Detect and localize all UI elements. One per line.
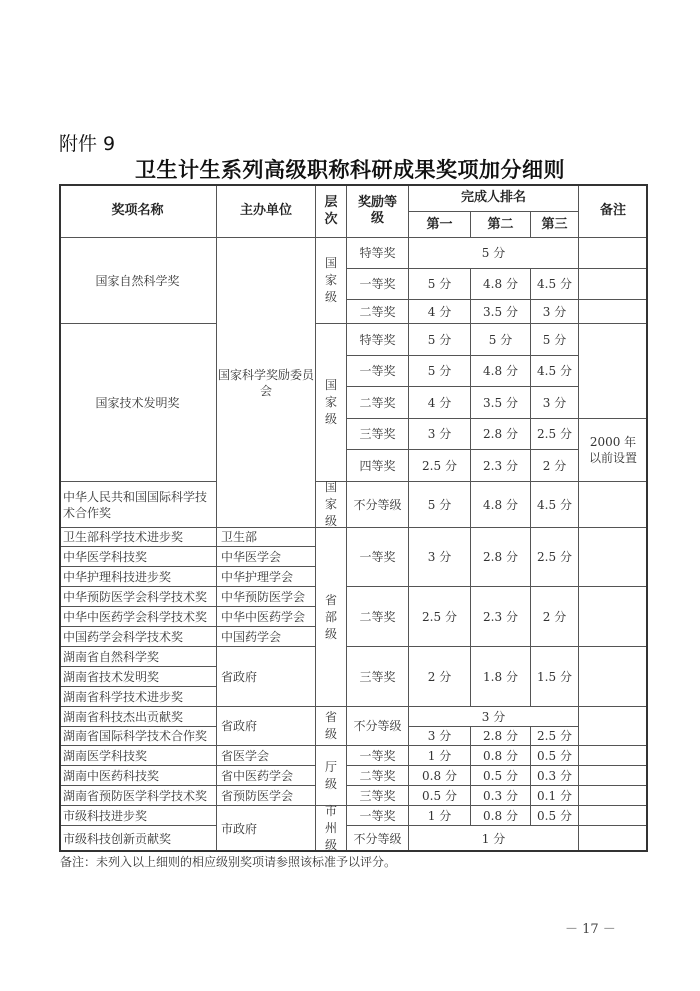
header-remarks: 备注 [579, 184, 648, 238]
table-cell: 中华人民共和国国际科学技术合作奖 [59, 482, 217, 528]
table-cell: 0.3 分 [531, 766, 579, 786]
table-cell: 四等奖 [347, 450, 409, 482]
table-cell: 1 分 [409, 746, 471, 766]
table-cell: 特等奖 [347, 324, 409, 356]
table-cell: 2.5 分 [531, 727, 579, 746]
table-cell [579, 746, 648, 766]
table-cell: 三等奖 [347, 419, 409, 450]
table-cell: 一等奖 [347, 528, 409, 587]
header-ranking: 完成人排名 [409, 184, 579, 212]
table-cell: 2.5 分 [531, 528, 579, 587]
table-cell [579, 238, 648, 269]
header-grade [347, 184, 409, 238]
table-cell: 湖南中医药科技奖 [59, 766, 217, 786]
table-cell: 三等奖 [347, 786, 409, 806]
table-cell: 国家自然科学奖 [59, 238, 217, 324]
table-cell: 4.8 分 [471, 269, 531, 300]
table-cell [579, 419, 648, 482]
page-number: － 17 － [565, 922, 616, 937]
table-cell: 二等奖 [347, 300, 409, 324]
header-level-text: 层次 [324, 194, 338, 227]
table-cell: 3.5 分 [471, 300, 531, 324]
header-second: 第二 [471, 212, 531, 238]
header-third: 第三 [531, 212, 579, 238]
table-cell: 中华护理科技进步奖 [59, 567, 217, 587]
table-cell [579, 647, 648, 707]
level-text: 国家级 [324, 480, 337, 528]
table-cell: 4.8 分 [471, 356, 531, 387]
table-cell: 2.8 分 [471, 528, 531, 587]
table-cell [316, 324, 347, 482]
attachment-label: 附件 9 [59, 133, 116, 155]
table-cell: 中国药学会 [217, 627, 316, 647]
table-cell [579, 587, 648, 647]
table-cell [316, 746, 347, 806]
table-cell: 中华预防医学会 [217, 587, 316, 607]
table-cell [579, 528, 648, 587]
table-cell: 市级科技创新贡献奖 [59, 826, 217, 852]
document-title: 卫生计生系列高级职称科研成果奖项加分细则 [135, 157, 565, 182]
table-cell: 4.5 分 [531, 482, 579, 528]
table-cell: 2 分 [531, 450, 579, 482]
table-cell [316, 528, 347, 707]
table-cell: 中华医学科技奖 [59, 547, 217, 567]
table-cell [579, 482, 648, 528]
level-text: 市州级 [324, 804, 337, 852]
table-cell: 湖南省自然科学奖 [59, 647, 217, 667]
table-cell: 湖南省预防医学科学技术奖 [59, 786, 217, 806]
table-cell: 3 分 [531, 387, 579, 419]
table-cell: 2 分 [409, 647, 471, 707]
table-cell: 国家科学奖励委员会 [217, 238, 316, 528]
table-cell: 中华中医药学会科学技术奖 [59, 607, 217, 627]
table-cell: 三等奖 [347, 647, 409, 707]
table-cell: 3 分 [409, 727, 471, 746]
table-cell: 中华中医药学会 [217, 607, 316, 627]
table-cell [579, 324, 648, 419]
table-cell: 卫生部 [217, 528, 316, 547]
table-cell: 2.5 分 [531, 419, 579, 450]
table-cell: 4.5 分 [531, 356, 579, 387]
table-cell: 湖南省科技杰出贡献奖 [59, 707, 217, 727]
table-cell: 一等奖 [347, 356, 409, 387]
table-cell: 湖南省技术发明奖 [59, 667, 217, 687]
table-cell [316, 482, 347, 528]
table-cell [316, 238, 347, 324]
table-cell: 3 分 [531, 300, 579, 324]
table-cell: 湖南医学科技奖 [59, 746, 217, 766]
table-cell [579, 707, 648, 746]
table-cell: 省预防医学会 [217, 786, 316, 806]
table-cell [316, 707, 347, 746]
table-cell: 卫生部科学技术进步奖 [59, 528, 217, 547]
table-cell: 一等奖 [347, 806, 409, 826]
table-cell [579, 786, 648, 806]
table-cell: 中华医学会 [217, 547, 316, 567]
table-cell: 4 分 [409, 387, 471, 419]
level-text: 省级 [324, 710, 337, 741]
table-cell: 2.5 分 [409, 587, 471, 647]
table-cell: 2.3 分 [471, 587, 531, 647]
table-cell: 0.8 分 [409, 766, 471, 786]
remark-text: 2000 年以前设置 [588, 435, 637, 465]
table-cell: 4.8 分 [471, 482, 531, 528]
header-award-name: 奖项名称 [59, 184, 217, 238]
table-cell: 国家技术发明奖 [59, 324, 217, 482]
table-cell: 2.3 分 [471, 450, 531, 482]
header-grade-text: 奖励等级 [357, 194, 397, 226]
table-cell: 中华护理学会 [217, 567, 316, 587]
table-cell: 2.8 分 [471, 727, 531, 746]
table-cell: 5 分 [409, 269, 471, 300]
table-cell: 中国药学会科学技术奖 [59, 627, 217, 647]
table-cell: 1 分 [409, 806, 471, 826]
header-level [316, 184, 347, 238]
level-text: 国家级 [324, 378, 337, 426]
table-cell: 市级科技进步奖 [59, 806, 217, 826]
table-cell: 2 分 [531, 587, 579, 647]
table-cell: 2.5 分 [409, 450, 471, 482]
level-text: 国家级 [324, 256, 337, 304]
table-cell: 0.3 分 [471, 786, 531, 806]
table-cell: 3.5 分 [471, 387, 531, 419]
table-cell: 0.5 分 [531, 746, 579, 766]
table-cell [579, 826, 648, 852]
table-cell: 湖南省国际科学技术合作奖 [59, 727, 217, 746]
table-cell: 1.5 分 [531, 647, 579, 707]
table-cell: 一等奖 [347, 269, 409, 300]
table-cell [579, 269, 648, 300]
table-cell: 省政府 [217, 707, 316, 746]
table-cell: 二等奖 [347, 587, 409, 647]
table-cell: 5 分 [409, 356, 471, 387]
table-cell: 2.8 分 [471, 419, 531, 450]
table-cell: 5 分 [531, 324, 579, 356]
table-cell [579, 766, 648, 786]
table-cell: 省医学会 [217, 746, 316, 766]
table-cell: 1 分 [409, 826, 579, 852]
table-cell: 0.8 分 [471, 806, 531, 826]
table-cell: 省中医药学会 [217, 766, 316, 786]
table-cell: 不分等级 [347, 707, 409, 746]
table-cell: 5 分 [409, 324, 471, 356]
table-cell: 湖南省科学技术进步奖 [59, 687, 217, 707]
table-cell: 4 分 [409, 300, 471, 324]
table-cell: 不分等级 [347, 482, 409, 528]
level-text: 厅级 [324, 759, 337, 791]
table-cell: 二等奖 [347, 766, 409, 786]
table-cell: 0.5 分 [409, 786, 471, 806]
table-cell: 3 分 [409, 528, 471, 587]
table-cell: 不分等级 [347, 826, 409, 852]
footnote: 备注：未列入以上细则的相应级别奖项请参照该标准予以评分。 [60, 855, 397, 869]
table-cell: 中华预防医学会科学技术奖 [59, 587, 217, 607]
table-cell: 5 分 [409, 238, 579, 269]
header-organizer: 主办单位 [217, 184, 316, 238]
table-cell: 0.5 分 [531, 806, 579, 826]
table-cell: 4.5 分 [531, 269, 579, 300]
table-cell [316, 806, 347, 852]
level-text: 省部级 [324, 592, 337, 641]
table-cell: 3 分 [409, 419, 471, 450]
table-cell: 0.8 分 [471, 746, 531, 766]
table-cell [579, 300, 648, 324]
table-cell: 0.1 分 [531, 786, 579, 806]
header-first: 第一 [409, 212, 471, 238]
table-cell: 二等奖 [347, 387, 409, 419]
table-cell: 一等奖 [347, 746, 409, 766]
table-cell: 5 分 [409, 482, 471, 528]
table-cell [579, 806, 648, 826]
table-cell: 5 分 [471, 324, 531, 356]
table-cell: 市政府 [217, 806, 316, 852]
table-cell: 省政府 [217, 647, 316, 707]
table-cell: 3 分 [409, 707, 579, 727]
table-cell: 1.8 分 [471, 647, 531, 707]
table-cell: 特等奖 [347, 238, 409, 269]
table-cell: 0.5 分 [471, 766, 531, 786]
